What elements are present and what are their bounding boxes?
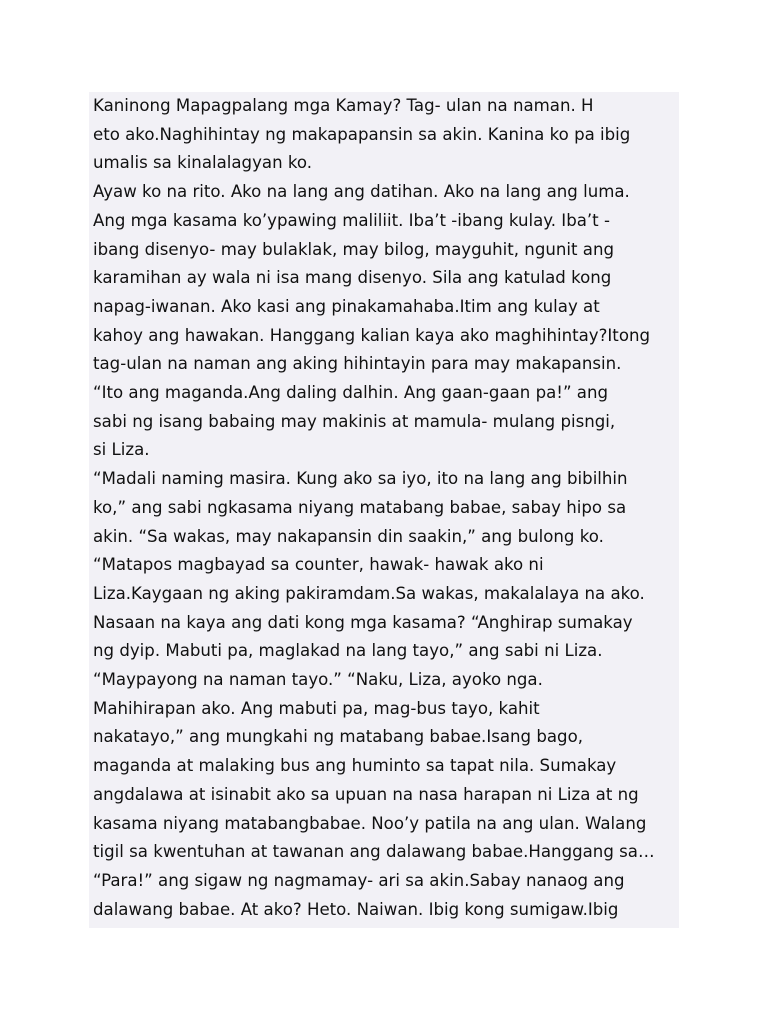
text-line: “Ito ang maganda.Ang daling dalhin. Ang gaan-gaan pa!” ang (93, 383, 609, 402)
document-text-block (89, 92, 679, 928)
text-line: Ang mga kasama ko’ypawing maliliit. Iba’t -ibang kulay. Iba’t - (93, 210, 610, 230)
text-line: eto ako.Naghihintay ng makapapansin sa akin. Kanina ko pa ibig (93, 124, 631, 144)
text-line: nakatayo,” ang mungkahi ng matabang babae.Isang bago, (93, 727, 584, 747)
text-line: angdalawa at isinabit ako sa upuan na nasa harapan ni Liza at ng (93, 784, 639, 804)
text-line: Mahihirapan ako. Ang mabuti pa, mag-bus tayo, kahit (93, 698, 540, 718)
text-line: tag-ulan na naman ang aking hihintayin para may makapansin. (93, 354, 622, 374)
text-line: “Maypayong na naman tayo.” “Naku, Liza, ayoko nga. (93, 670, 543, 689)
text-line: sabi ng isang babaing may makinis at mamula- mulang pisngi, (93, 411, 616, 431)
text-line: kahoy ang hawakan. Hanggang kalian kaya ako maghihintay?Itong (93, 325, 651, 345)
text-line: Kaninong Mapagpalang mga Kamay? Tag- ulan na naman. H (93, 96, 594, 115)
text-line: umalis sa kinalalagyan ko. (93, 153, 313, 173)
text-line: si Liza. (93, 440, 150, 460)
text-line: dalawang babae. At ako? Heto. Naiwan. Ibig kong sumigaw.Ibig (93, 899, 619, 919)
text-line: kasama niyang matabangbabae. Noo’y patila na ang ulan. Walang (93, 813, 647, 833)
text-line: Nasaan na kaya ang dati kong mga kasama? “Anghirap sumakay (93, 612, 633, 632)
text-line: ibang disenyo- may bulaklak, may bilog, mayguhit, ngunit ang (93, 239, 614, 259)
text-line: maganda at malaking bus ang huminto sa tapat nila. Sumakay (93, 756, 617, 776)
text-line: karamihan ay wala ni isa mang disenyo. Sila ang katulad kong (93, 268, 612, 288)
text-line: ng dyip. Mabuti pa, maglakad na lang tayo,” ang sabi ni Liza. (93, 641, 603, 661)
text-line: tigil sa kwentuhan at tawanan ang dalawang babae.Hanggang sa… (93, 842, 655, 862)
text-line: Ayaw ko na rito. Ako na lang ang datihan. Ako na lang ang luma. (93, 182, 630, 202)
text-line: “Matapos magbayad sa counter, hawak- hawak ako ni (93, 555, 544, 575)
text-line: akin. “Sa wakas, may nakapansin din saakin,” ang bulong ko. (93, 526, 604, 546)
text-line: Liza.Kaygaan ng aking pakiramdam.Sa wakas, makalalaya na ako. (93, 583, 645, 603)
text-line: “Para!” ang sigaw ng nagmamay- ari sa akin.Sabay nanaog ang (93, 870, 625, 890)
text-line: ko,” ang sabi ngkasama niyang matabang babae, sabay hipo sa (93, 497, 627, 517)
text-line: napag-iwanan. Ako kasi ang pinakamahaba.Itim ang kulay at (93, 296, 600, 316)
text-line: “Madali naming masira. Kung ako sa iyo, ito na lang ang bibilhin (93, 469, 628, 489)
